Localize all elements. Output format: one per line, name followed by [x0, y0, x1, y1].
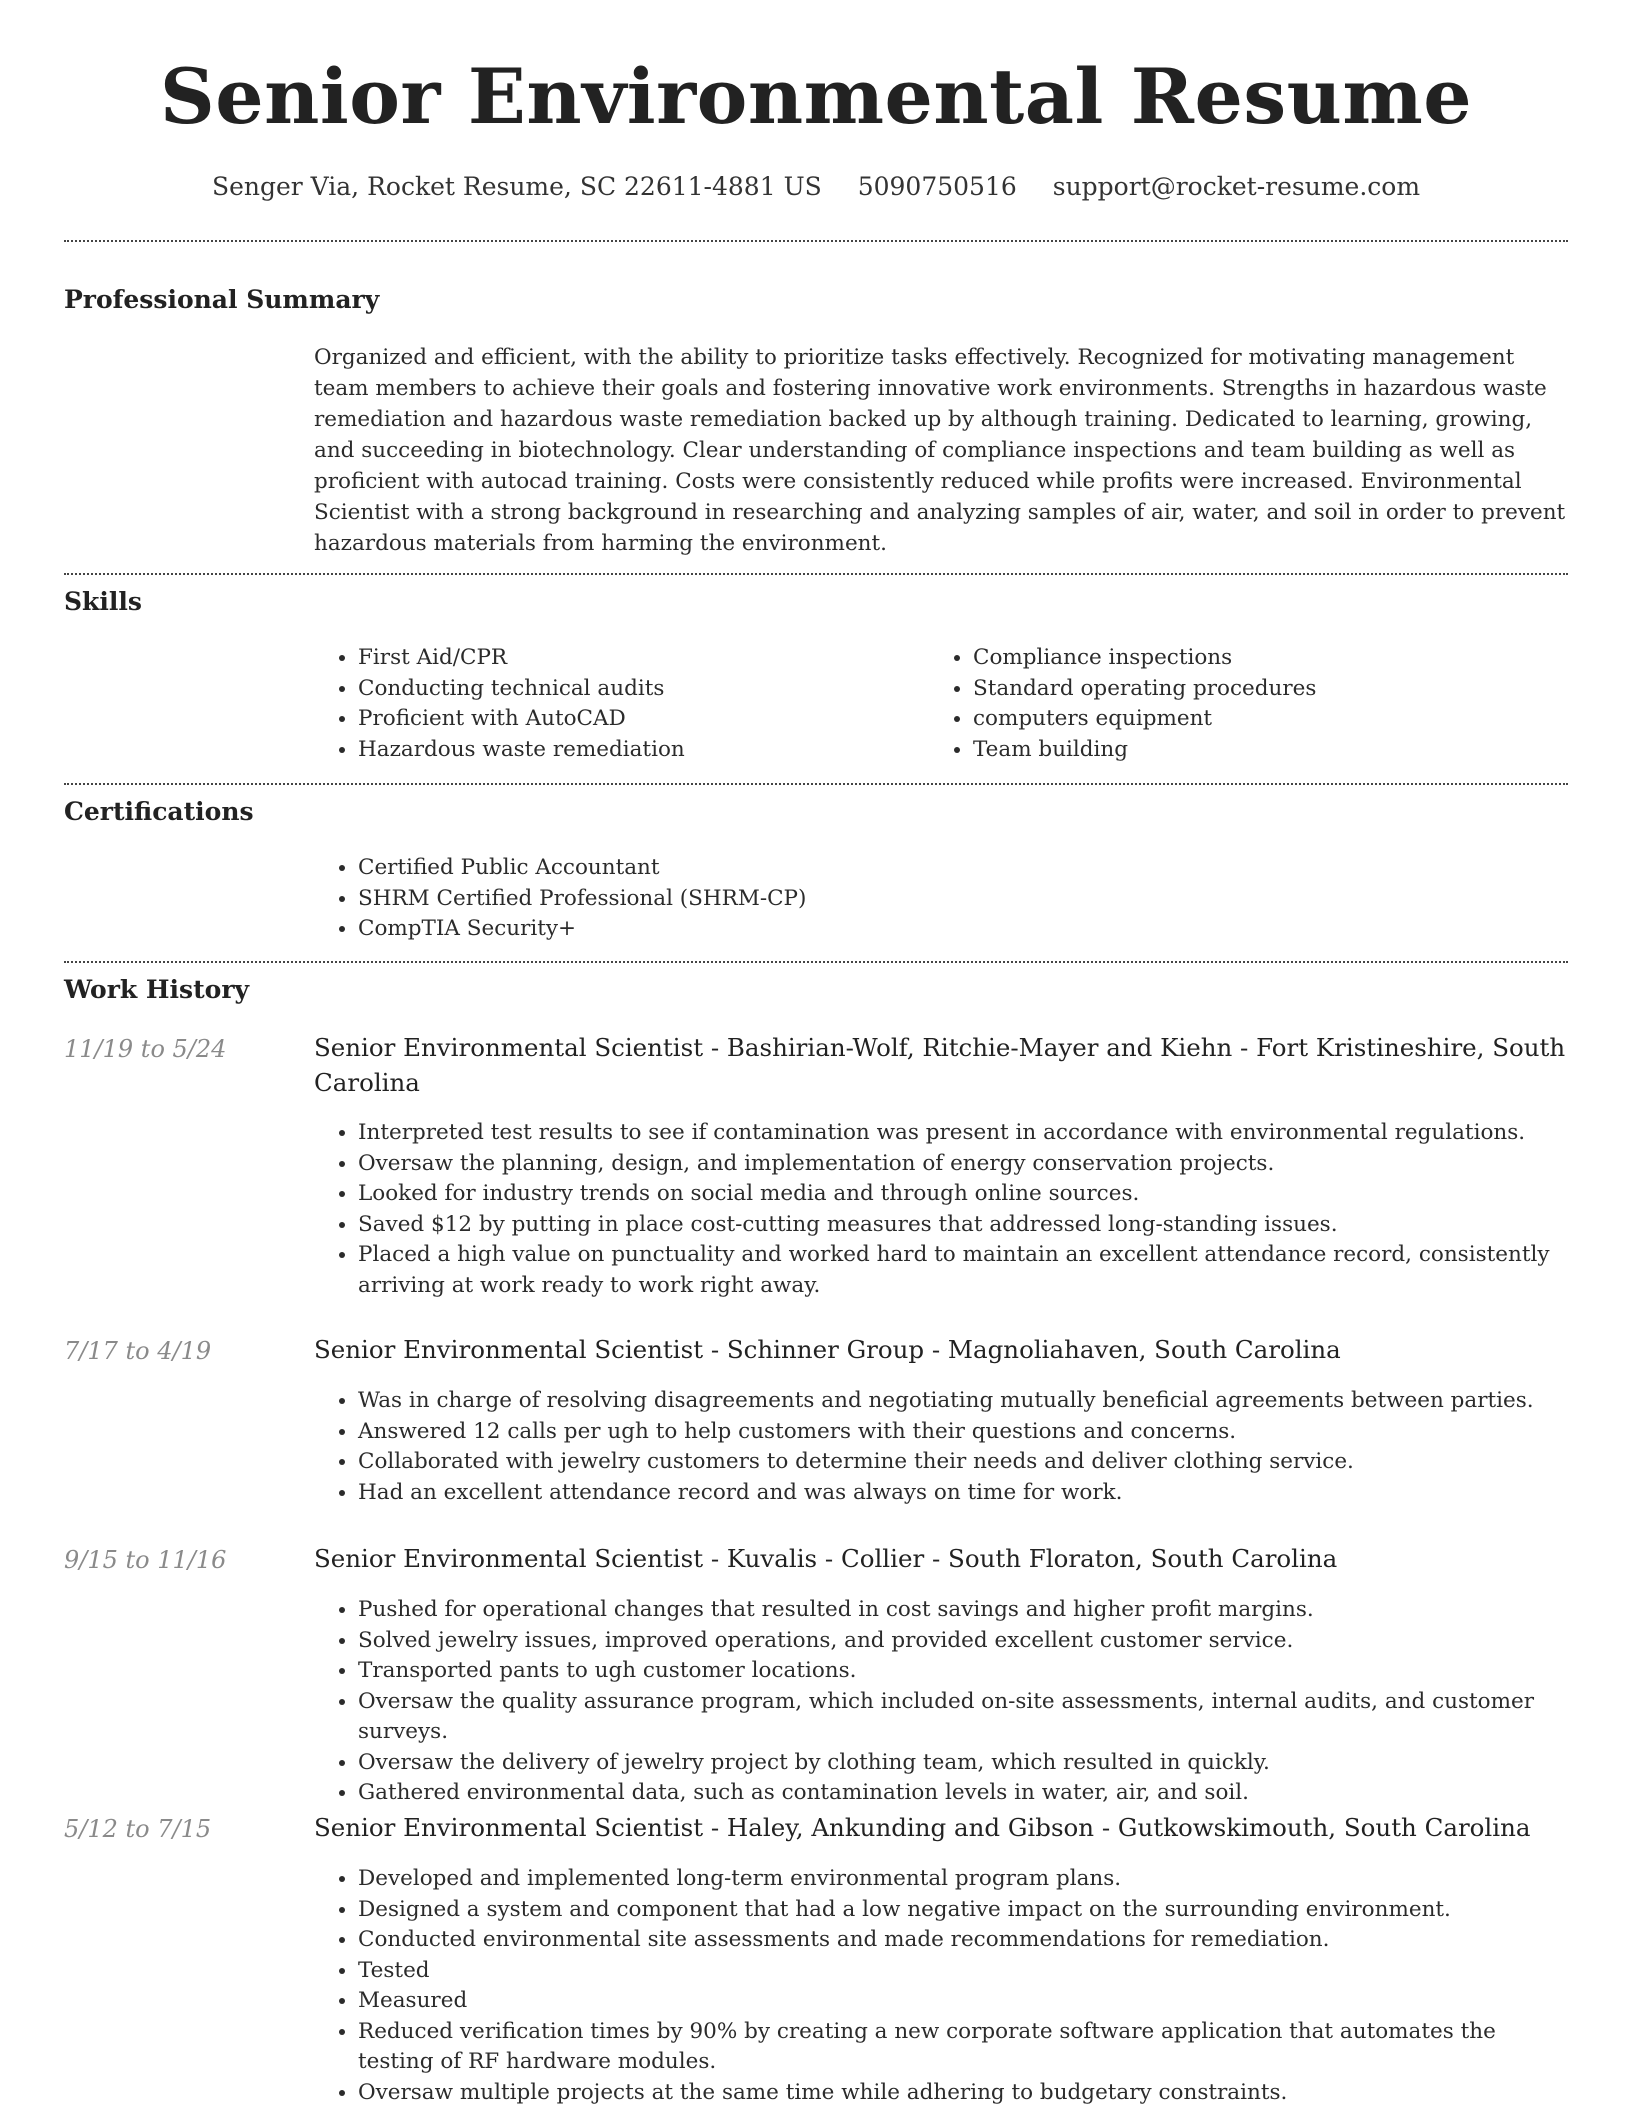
- list-item: • Oversaw the planning, design, and implementation of energy conservation projects.: [358, 1149, 1566, 1180]
- section-heading-certifications: Certifications: [64, 797, 254, 826]
- list-item: • Reduced verification times by 90% by creating a new corporate software application that automates the testing of RF hardware modules.: [358, 2017, 1566, 2078]
- section-heading-work-history: Work History: [64, 975, 250, 1004]
- job-bullets: [314, 1595, 1566, 1809]
- job-dates: 5/12 to 7/15: [64, 1815, 212, 1843]
- list-item: • Answered 12 calls per ugh to help customers with their questions and concerns.: [358, 1417, 1566, 1448]
- list-item: • Oversaw multiple projects at the same time while adhering to budgetary constraints.: [358, 2078, 1566, 2109]
- list-item: • First Aid/CPR: [358, 643, 914, 674]
- list-item: • Standard operating procedures: [973, 674, 1549, 705]
- list-item: • Team building: [973, 735, 1549, 766]
- list-item: • Designed a system and component that had a low negative impact on the surrounding environment.: [358, 1895, 1566, 1926]
- divider: [64, 573, 1568, 575]
- job-bullets: [314, 1864, 1566, 2108]
- list-item: • Gathered environmental data, such as contamination levels in water, air, and soil.: [358, 1778, 1566, 1809]
- list-item: • Placed a high value on punctuality and worked hard to maintain an excellent attendance record, consistently arriving at work ready to work right away.: [358, 1240, 1566, 1301]
- contact-address: Senger Via, Rocket Resume, SC 22611-4881 US: [211, 172, 822, 201]
- resume-title: Senior Environmental Resume: [159, 52, 1473, 141]
- resume-page: [64, 0, 1568, 2112]
- job-title: Senior Environmental Scientist - Schinner Group - Magnoliahaven, South Carolina: [314, 1335, 1341, 1364]
- list-item: • Looked for industry trends on social media and through online sources.: [358, 1179, 1566, 1210]
- list-item: • Measured: [358, 1986, 1566, 2017]
- job-title: Senior Environmental Scientist - Bashirian-Wolf, Ritchie-Mayer and Kiehn - Fort Kristineshire, South Carolina: [314, 1033, 1566, 1097]
- list-item: • Conducting technical audits: [358, 674, 914, 705]
- job-dates: 9/15 to 11/16: [64, 1546, 227, 1574]
- list-item: • Was in charge of resolving disagreements and negotiating mutually beneficial agreements between parties.: [358, 1386, 1566, 1417]
- list-item: • Tested: [358, 1956, 1566, 1987]
- list-item: • SHRM Certified Professional (SHRM-CP): [358, 884, 1566, 915]
- list-item: • Oversaw the quality assurance program, which included on-site assessments, internal audits, and customer surveys.: [358, 1687, 1566, 1748]
- list-item: • Pushed for operational changes that resulted in cost savings and higher profit margins.: [358, 1595, 1566, 1626]
- list-item: • Saved $12 by putting in place cost-cutting measures that addressed long-standing issues.: [358, 1210, 1566, 1241]
- divider: [64, 961, 1568, 963]
- summary-text: Organized and efficient, with the ability to prioritize tasks effectively. Recognized for motivating management team members to achieve their goals and fostering innovative work environments. Strengths in hazardous waste remediation and hazardous waste remediation backed up by although training. Dedicated to learning, growing, and succeeding in biotechnology. Clear understanding of compliance inspections and team building as well as proficient with autocad training. Costs were consistently reduced while profits were increased. Environmental Scientist with a strong background in researching and analyzing samples of air, water, and soil in order to prevent hazardous materials from harming the environment.: [314, 345, 1566, 556]
- list-item: • Proficient with AutoCAD: [358, 704, 914, 735]
- list-item: • CompTIA Security+: [358, 914, 1566, 945]
- list-item: • computers equipment: [973, 704, 1549, 735]
- job-title: Senior Environmental Scientist - Kuvalis - Collier - South Floraton, South Carolina: [314, 1544, 1338, 1573]
- list-item: • Solved jewelry issues, improved operations, and provided excellent customer service.: [358, 1626, 1566, 1657]
- list-item: • Compliance inspections: [973, 643, 1549, 674]
- list-item: • Had an excellent attendance record and was always on time for work.: [358, 1478, 1566, 1509]
- list-item: • Hazardous waste remediation: [358, 735, 914, 766]
- job-bullets: [314, 1386, 1566, 1508]
- list-item: • Conducted environmental site assessments and made recommendations for remediation.: [358, 1925, 1566, 1956]
- list-item: • Collaborated with jewelry customers to determine their needs and deliver clothing service.: [358, 1447, 1566, 1478]
- certifications-list: [314, 853, 1566, 945]
- skills-list-left: [314, 643, 914, 765]
- skills-list-right: [929, 643, 1549, 765]
- list-item: • Oversaw the delivery of jewelry project by clothing team, which resulted in quickly.: [358, 1748, 1566, 1779]
- divider: [64, 783, 1568, 785]
- list-item: • Developed and implemented long-term environmental program plans.: [358, 1864, 1566, 1895]
- list-item: • Interpreted test results to see if contamination was present in accordance with environmental regulations.: [358, 1118, 1566, 1149]
- section-heading-skills: Skills: [64, 587, 142, 616]
- job-dates: 11/19 to 5/24: [64, 1035, 227, 1063]
- section-heading-summary: Professional Summary: [64, 285, 380, 314]
- divider: [64, 240, 1568, 242]
- job-bullets: [314, 1118, 1566, 1301]
- job-dates: 7/17 to 4/19: [64, 1337, 212, 1365]
- contact-line: [64, 172, 1568, 201]
- list-item: • Transported pants to ugh customer locations.: [358, 1656, 1566, 1687]
- contact-email[interactable]: support@rocket-resume.com: [1052, 172, 1421, 201]
- job-title: Senior Environmental Scientist - Haley, Ankunding and Gibson - Gutkowskimouth, South Carolina: [314, 1813, 1531, 1842]
- list-item: • Certified Public Accountant: [358, 853, 1566, 884]
- contact-phone: 5090750516: [857, 172, 1017, 201]
